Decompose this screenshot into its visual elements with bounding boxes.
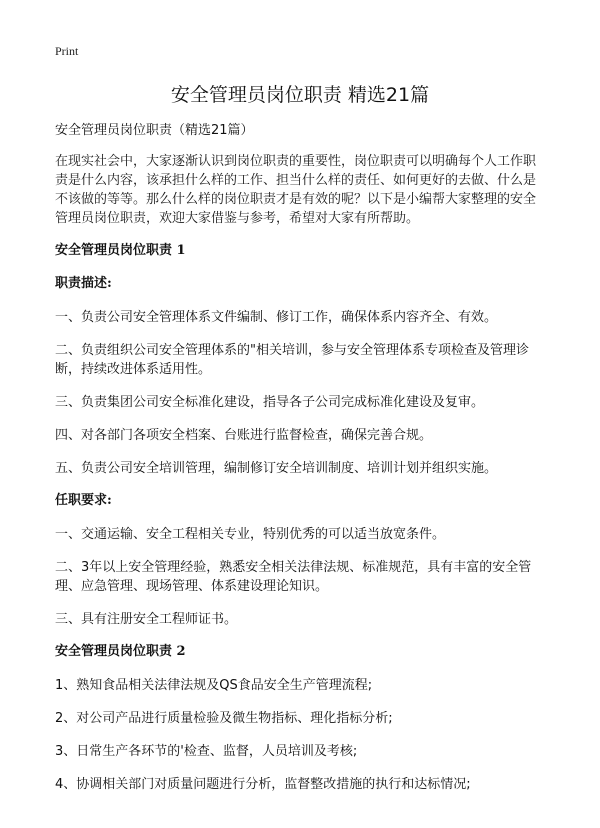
print-label[interactable]: Print [55, 44, 79, 58]
section2-item: 1、熟知食品相关法律法规及QS食品安全生产管理流程; [55, 678, 373, 693]
duties-heading: 职责描述: [55, 276, 112, 291]
requirement-item: 二、3年以上安全管理经验，熟悉安全相关法律法规、标准规范，具有丰富的安全管理、应急管理、现场管理、体系建设理论知识。 [55, 560, 532, 594]
document-subtitle: 安全管理员岗位职责（精选21篇） [55, 123, 254, 138]
requirement-item: 三、具有注册安全工程师证书。 [55, 612, 238, 627]
duty-item: 一、负责公司安全管理体系文件编制、修订工作，确保体系内容齐全、有效。 [55, 310, 498, 325]
section2-item: 4、协调相关部门对质量问题进行分析，监督整改措施的执行和达标情况; [55, 777, 471, 792]
section-heading-1: 安全管理员岗位职责 1 [55, 243, 186, 258]
section2-item: 3、日常生产各环节的'检查、监督，人员培训及考核; [55, 744, 358, 759]
duty-item: 二、负责组织公司安全管理体系的"相关培训，参与安全管理体系专项检查及管理诊断，持续改进体系适用性。 [55, 343, 529, 377]
document-title: 安全管理员岗位职责 精选21篇 [170, 84, 430, 106]
section2-item: 2、对公司产品进行质量检验及微生物指标、理化指标分析; [55, 711, 393, 726]
duty-item: 五、负责公司安全培训管理，编制修订安全培训制度、培训计划并组织实施。 [55, 461, 498, 476]
requirement-item: 一、交通运输、安全工程相关专业，特别优秀的可以适当放宽条件。 [55, 527, 446, 542]
duty-item: 四、对各部门各项安全档案、台账进行监督检查，确保完善合规。 [55, 428, 433, 443]
requirements-heading: 任职要求: [55, 493, 112, 508]
document-content [55, 122, 545, 808]
duty-item: 三、负责集团公司安全标准化建设，指导各子公司完成标准化建设及复审。 [55, 395, 485, 410]
intro-paragraph: 在现实社会中，大家逐渐认识到岗位职责的重要性，岗位职责可以明确每个人工作职责是什么内容，该承担什么样的工作、担当什么样的责任、如何更好的去做、什么是不该做的等等。那么什么样的岗位职责才是有效的呢？以下是小编帮大家整理的安全管理员岗位职责，欢迎大家借鉴与参考，希望对大家有所帮助。 [55, 154, 537, 226]
section-heading-2: 安全管理员岗位职责 2 [55, 644, 186, 659]
